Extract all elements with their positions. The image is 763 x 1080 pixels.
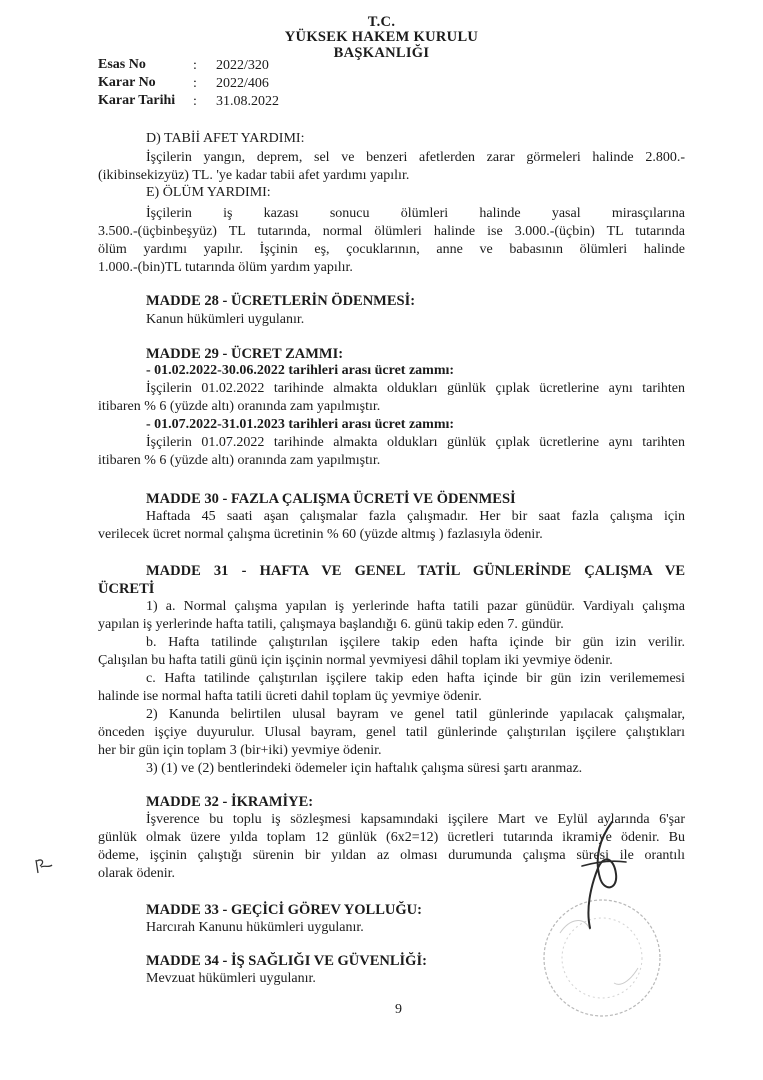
madde-31-title-line1: MADDE 31 - HAFTA VE GENEL TATİL GÜNLERİNDE ÇALIŞMA VE bbox=[146, 563, 685, 579]
section-e-line1: İşçilerin iş kazası sonucu ölümleri halinde yasal mirasçılarına bbox=[146, 206, 685, 221]
madde-29-sub2: - 01.07.2022-31.01.2023 tarihleri arası ücret zammı: bbox=[146, 417, 455, 432]
karar-colon: : bbox=[193, 76, 197, 91]
madde-31-p4-line2: önceden işçiye duyurulur. Ulusal bayram, genel tatil günlerinde çalıştırılan işçilere çalıştıkları bbox=[98, 725, 685, 740]
madde-29-title: MADDE 29 - ÜCRET ZAMMI: bbox=[146, 346, 344, 362]
madde-32-line1: İşverence bu toplu iş sözleşmesi kapsamındaki işçilere Mart ve Eylül aylarında 6'şar bbox=[146, 812, 685, 827]
madde-30-line2: verilecek ücret normal çalışma ücretinin % 60 (yüzde altmış ) fazlasıyla ödenir. bbox=[98, 527, 543, 542]
karar-tarihi-label: Karar Tarihi bbox=[98, 93, 176, 108]
section-e-line4: 1.000.-(bin)TL tutarında ölüm yardım yapılır. bbox=[98, 260, 353, 275]
header-baskanlik: BAŞKANLIĞI bbox=[333, 45, 430, 61]
section-e-line2: 3.500.-(üçbinbeşyüz) TL tutarında, normal ölümleri halinde ise 3.000.-(üçbin) TL tutarında bbox=[98, 224, 685, 239]
karar-no-label: Karar No bbox=[98, 75, 156, 90]
section-e-line3: ölüm yardımı yapılır. İşçinin eş, çocuklarının, anne ve babasının ölümleri halinde bbox=[98, 242, 685, 257]
madde-32-title: MADDE 32 - İKRAMİYE: bbox=[146, 794, 314, 810]
karar-no-value: 2022/406 bbox=[216, 76, 269, 91]
madde-31-p1-line2: yapılan iş yerlerinde hafta tatili, çalışmaya başlandığı 6. günü takip eden 7. gündür. bbox=[98, 617, 564, 632]
header-tc: T.C. bbox=[367, 14, 396, 30]
esas-colon: : bbox=[193, 58, 197, 73]
madde-30-title: MADDE 30 - FAZLA ÇALIŞMA ÜCRETİ VE ÖDENMESİ bbox=[146, 491, 516, 507]
madde-31-p3-line1: c. Hafta tatilinde çalıştırılan işçilere takip eden hafta içinde bir gün izin verilememesi bbox=[146, 671, 685, 686]
madde-29-sub2-line1: İşçilerin 01.07.2022 tarihinde almakta oldukları günlük çıplak ücretlerine aynı tarihten bbox=[146, 435, 685, 450]
madde-32-line2: günlük olmak üzere yılda toplam 12 günlük (6x2=12) ücretleri tutarında ikramiye ödenir. Bu bbox=[98, 830, 685, 845]
madde-30-line1: Haftada 45 saati aşan çalışmalar fazla çalışmadır. Her bir saat fazla çalışma için bbox=[146, 509, 685, 524]
madde-31-title-line2: ÜCRETİ bbox=[98, 581, 155, 597]
madde-34-title: MADDE 34 - İŞ SAĞLIĞI VE GÜVENLİĞİ: bbox=[146, 953, 427, 969]
madde-29-sub2-line2: itibaren % 6 (yüzde altı) oranında zam yapılmıştır. bbox=[98, 453, 381, 468]
madde-28-title: MADDE 28 - ÜCRETLERİN ÖDENMESİ: bbox=[146, 293, 416, 309]
margin-initial-mark bbox=[32, 856, 56, 876]
esas-no-value: 2022/320 bbox=[216, 58, 269, 73]
page-number: 9 bbox=[395, 1002, 402, 1017]
tarih-colon: : bbox=[193, 94, 197, 109]
karar-tarihi-value: 31.08.2022 bbox=[216, 94, 279, 109]
madde-33-line1: Harcırah Kanunu hükümleri uygulanır. bbox=[146, 920, 364, 935]
madde-31-p4-line1: 2) Kanunda belirtilen ulusal bayram ve genel tatil günlerinde yapılacak çalışmalar, bbox=[146, 707, 685, 722]
madde-31-p4-line3: her bir gün için toplam 3 (bir+iki) yevmiye ödenir. bbox=[98, 743, 382, 758]
madde-29-sub1: - 01.02.2022-30.06.2022 tarihleri arası ücret zammı: bbox=[146, 363, 455, 378]
madde-31-p3-line2: halinde ise normal hafta tatili ücreti dahil toplam üç yevmiye ödenir. bbox=[98, 689, 482, 704]
madde-31-p2-line2: Çalışılan bu hafta tatili günü için işçinin normal yevmiyesi dâhil toplam iki yevmiye ödenir. bbox=[98, 653, 613, 668]
section-d-line2: (ikibinsekizyüz) TL. 'ye kadar tabii afet yardımı yapılır. bbox=[98, 168, 410, 183]
esas-no-label: Esas No bbox=[98, 57, 146, 72]
madde-31-p1-line1: 1) a. Normal çalışma yapılan iş yerlerinde hafta tatili pazar günüdür. Vardiyalı çalışma bbox=[146, 599, 685, 614]
madde-32-line4: olarak ödenir. bbox=[98, 866, 175, 881]
madde-33-title: MADDE 33 - GEÇİCİ GÖREV YOLLUĞU: bbox=[146, 902, 422, 918]
madde-29-sub1-line1: İşçilerin 01.02.2022 tarihinde almakta oldukları günlük çıplak ücretlerine aynı tarihten bbox=[146, 381, 685, 396]
madde-32-line3: ödeme, işçinin çalıştığı sürenin bir yıldan az olması durumunda çalışma süresi ile orantılı bbox=[98, 848, 685, 863]
section-e-title: E) ÖLÜM YARDIMI: bbox=[146, 185, 271, 200]
madde-28-line1: Kanun hükümleri uygulanır. bbox=[146, 312, 305, 327]
madde-31-p2-line1: b. Hafta tatilinde çalıştırılan işçilere takip eden hafta içinde bir gün izin verilir. bbox=[146, 635, 685, 650]
signature bbox=[560, 818, 650, 948]
madde-29-sub1-line2: itibaren % 6 (yüzde altı) oranında zam yapılmıştır. bbox=[98, 399, 381, 414]
madde-31-p5-line1: 3) (1) ve (2) bentlerindeki ödemeler için haftalık çalışma süresi şartı aranmaz. bbox=[146, 761, 583, 776]
header-kurul: YÜKSEK HAKEM KURULU bbox=[284, 29, 479, 45]
section-d-line1: İşçilerin yangın, deprem, sel ve benzeri afetlerden zarar görmeleri halinde 2.800.- bbox=[146, 150, 685, 165]
madde-34-line1: Mevzuat hükümleri uygulanır. bbox=[146, 971, 316, 986]
section-d-title: D) TABİİ AFET YARDIMI: bbox=[146, 131, 305, 146]
